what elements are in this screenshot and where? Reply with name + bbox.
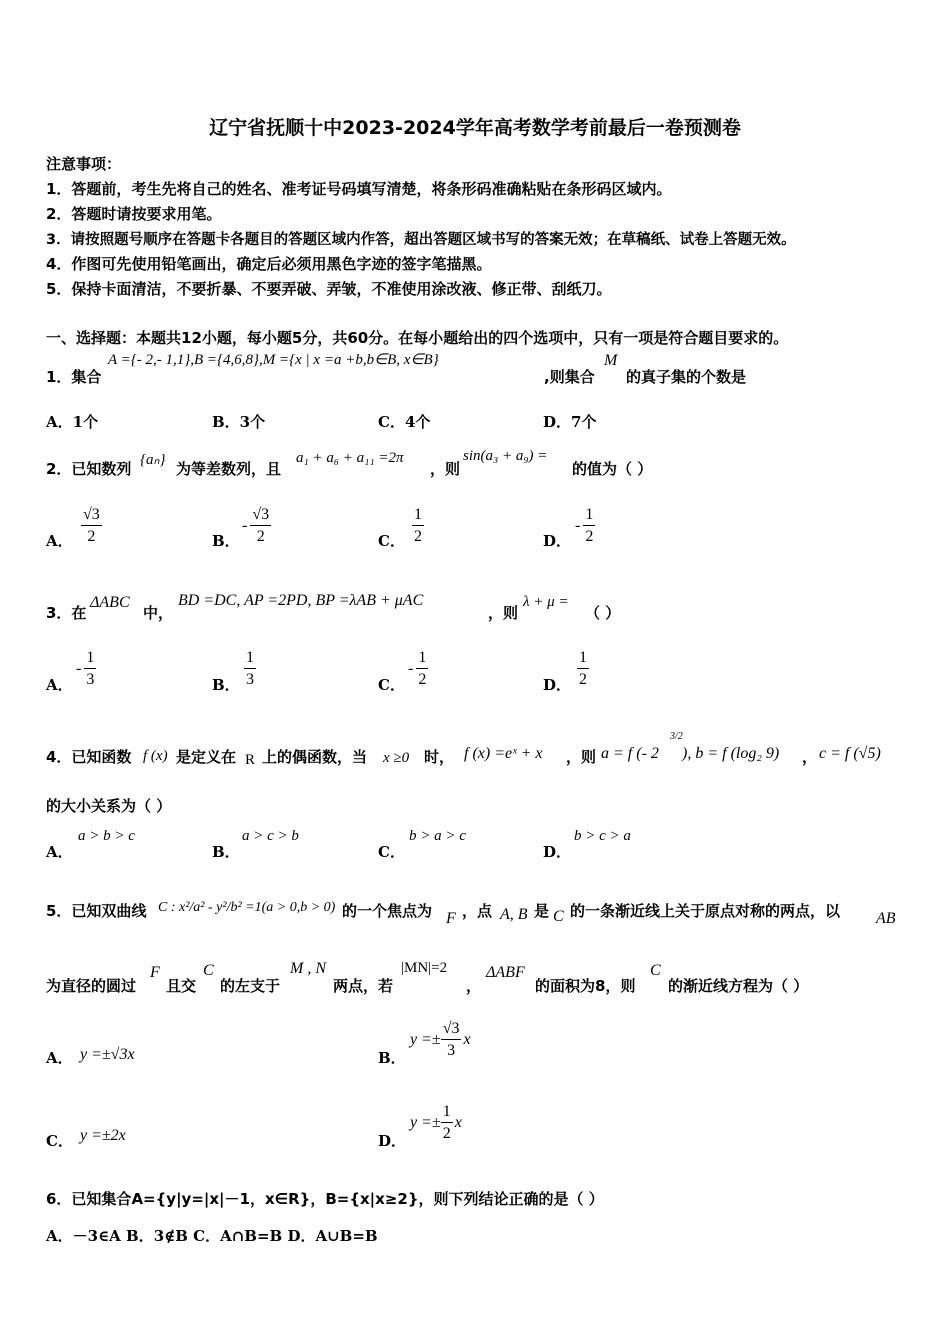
question-2-label-b: B． [212,532,240,550]
question-4-mid1: 是定义在 [176,748,237,766]
notice-item: 1．答题前，考生先将自己的姓名、准考证号码填写清楚，将条形码准确粘贴在条形码区域内。 [46,180,672,198]
question-4-label-c: C． [378,843,405,861]
question-4-a-exponent: 3/2 [670,731,683,742]
question-4-condition: x ≥0 [383,750,410,766]
question-4-function: f (x) [143,748,168,764]
question-5-focus-2: F [150,964,160,981]
question-1-option-c: C．4个 [378,413,431,431]
question-1-suffix: 的真子集的个数是 [626,368,747,386]
question-5-line2c: 的左支于 [220,977,281,995]
question-4-option-d: b > c > a [574,828,631,844]
question-3-option-a: - $\frac{1}{3}$ [76,649,95,688]
question-2-option-c: $\frac{1}{2}$ [414,506,422,545]
question-1-mid: ,则集合 [544,368,595,386]
question-1-prefix: 1．集合 [46,368,102,386]
question-2-condition: a₁ + a₆ + a₁₁ =2π [296,450,404,466]
question-5-label-d: D． [378,1132,407,1150]
question-4-b: ), b = f (log₂ 9) [682,745,780,762]
question-4-option-a: a > b > c [78,828,135,844]
question-2-prefix: 2．已知数列 [46,460,132,478]
question-2-option-b: - $\frac{√3}{2}$ [242,506,270,545]
question-5-line2d: 两点，若 [333,977,394,995]
question-3-option-b: $\frac{1}{3}$ [246,649,254,688]
question-5-option-b: y =± $\frac{√3}{3}$ x [410,1020,471,1059]
question-4-reals: R [245,752,256,768]
question-4-option-b: a > c > b [242,828,299,844]
question-2-sequence: {aₙ} [140,452,166,468]
question-6-stem: 6．已知集合A={y|y=|x|－1，x∈R}，B={x|x≥2}，则下列结论正确的是（ ） [46,1190,604,1208]
question-2-mid2: ，则 [430,460,461,478]
question-3-suffix: （ ） [585,604,621,622]
question-3-expression: λ + μ = [523,594,569,610]
question-3-label-d: D． [543,676,572,694]
question-4-mid2: 上的偶函数，当 [262,748,368,766]
question-5-focus: F [446,910,456,927]
question-1-option-d: D．7个 [543,413,597,431]
question-5-mn-length: |MN|=2 [401,960,448,976]
question-5-mid2: ，点 [462,902,493,920]
question-1-option-a: A．1个 [46,413,99,431]
question-5-line2f: 的面积为8，则 [535,977,636,995]
question-4-label-b: B． [212,843,240,861]
question-2-option-a: $\frac{√3}{2}$ [83,506,100,545]
question-2-option-d: - $\frac{1}{2}$ [575,506,594,545]
question-2-mid1: 为等差数列，且 [176,460,282,478]
question-5-line2b: 且交 [166,977,197,995]
question-5-equation: C : x²/a² - y²/b² =1(a > 0,b > 0) [158,900,336,915]
question-3-triangle: ΔABC [90,594,130,611]
question-2-expression: sin(a₃ + a₉) = [463,448,548,464]
question-5-option-c: y =±2x [80,1127,126,1144]
question-1-var: M [604,352,618,369]
question-5-label-a: A． [46,1049,73,1067]
question-5-mid1: 的一个焦点为 [342,902,433,920]
question-4-mid5: ， [802,748,818,766]
question-1-option-b: B．3个 [212,413,266,431]
notice-heading: 注意事项： [46,155,122,173]
question-3-label-b: B． [212,676,240,694]
question-3-prefix: 3．在 [46,604,87,622]
question-5-label-c: C． [46,1132,73,1150]
question-5-curve: C [553,908,564,925]
question-5-prefix: 5．已知双曲线 [46,902,147,920]
question-5-line2a: 为直径的圆过 [46,977,137,995]
question-2-label-d: D． [543,532,572,550]
question-5-diameter: AB [876,910,896,927]
question-5-option-a: y =±√3x [80,1046,135,1063]
question-4-prefix: 4．已知函数 [46,748,132,766]
question-5-label-b: B． [378,1049,406,1067]
notice-item: 2．答题时请按要求用笔。 [46,205,222,223]
page-title: 辽宁省抚顺十中2023-2024学年高考数学考前最后一卷预测卷 [209,117,741,139]
question-5-curve-3: C [650,962,661,979]
question-2-label-c: C． [378,532,405,550]
question-3-option-d: $\frac{1}{2}$ [579,649,587,688]
question-5-line2g: 的渐近线方程为（ ） [668,977,809,995]
question-6-options: A．－3∈A B．3∉B C．A∩B=B D．A∪B=B [46,1227,378,1245]
question-3-label-a: A． [46,676,73,694]
question-5-mid3: 是 [534,902,550,920]
question-4-label-d: D． [543,843,572,861]
question-4-label-a: A． [46,843,73,861]
question-5-mn: M , N [290,960,326,977]
question-5-triangle: ΔABF [486,964,525,981]
question-3-mid1: 中， [143,604,174,622]
question-3-condition: BD =DC, AP =2PD, BP =λAB + μAC [178,592,424,609]
question-4-mid3: 时， [424,748,455,766]
question-5-points: A, B [500,906,528,923]
question-3-mid2: ，则 [488,604,519,622]
question-5-option-d: y =± $\frac{1}{2}$ x [410,1103,462,1142]
question-2-suffix: 的值为（ ） [572,460,653,478]
question-3-label-c: C． [378,676,405,694]
question-4-mid4: ，则 [566,748,597,766]
notice-item: 4．作图可先使用铅笔画出，确定后必须用黑色字迹的签字笔描黑。 [46,255,492,273]
question-4-option-c: b > a > c [409,828,466,844]
question-5-mid4: 的一条渐近线上关于原点对称的两点，以 [570,902,841,920]
question-4-line2: 的大小关系为（ ） [46,797,172,815]
question-5-line2e: ， [466,977,482,995]
question-4-c: c = f (√5) [819,745,881,762]
question-4-definition: f (x) =eˣ + x [464,745,543,762]
question-4-a: a = f (- 2 [601,745,659,762]
section-heading: 一、选择题：本题共12小题，每小题5分，共60分。在每小题给出的四个选项中，只有一项是符合题目要求的。 [46,329,789,347]
question-5-curve-2: C [203,962,214,979]
notice-item: 3．请按照题号顺序在答题卡各题目的答题区域内作答，超出答题区域书写的答案无效；在草稿纸、试卷上答题无效。 [46,232,796,248]
question-1-sets: A ={- 2,- 1,1},B ={4,6,8},M ={x | x =a +b,b∈B, x∈B} [108,352,439,368]
notice-item: 5．保持卡面清洁，不要折暴、不要弄破、弄皱，不准使用涂改液、修正带、刮纸刀。 [46,280,612,298]
question-2-label-a: A． [46,532,73,550]
question-3-option-c: - $\frac{1}{2}$ [408,649,427,688]
